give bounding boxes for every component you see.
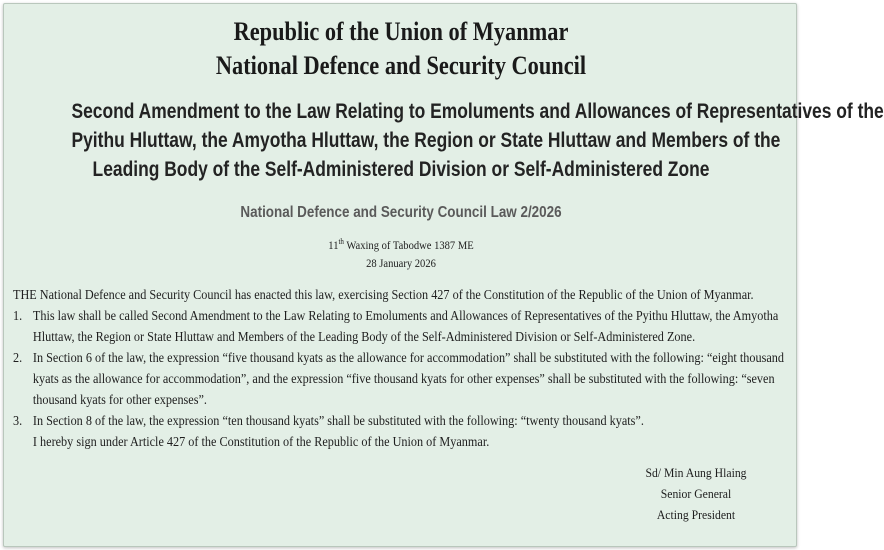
law-title <box>71 97 884 184</box>
item-number: 1. <box>13 308 23 323</box>
law-body <box>13 284 793 452</box>
law-title-line: Second Amendment to the Law Relating to Emoluments and Allowances of Representatives of the <box>71 100 884 123</box>
item-number: 2. <box>13 350 23 365</box>
item-text: In Section 6 of the law, the expression “five thousand kyats as the allowance for accommodation” shall be substituted with the following: “eight thousand kyats as the allowance for accommodation”, and the expression “five thousand kyats for other expenses” shall be substituted with the following: “seven thousand kyats for other expenses”. <box>32 350 784 407</box>
myanmar-date-rest: Waxing of Tabodwe 1387 ME <box>343 238 474 252</box>
list-item <box>13 347 793 410</box>
header-council: National Defence and Security Council <box>215 51 587 80</box>
list-item <box>13 410 793 431</box>
header-country: Republic of the Union of Myanmar <box>233 17 569 46</box>
law-title-line: Leading Body of the Self-Administered Division or Self-Administered Zone <box>92 158 710 181</box>
signature-block <box>596 462 796 525</box>
list-item <box>13 305 793 347</box>
myanmar-date <box>52 237 751 253</box>
signatory-rank: Senior General <box>660 486 732 501</box>
law-title-line: Pyithu Hluttaw, the Amyotha Hluttaw, the Region or State Hluttaw and Members of the <box>71 129 781 152</box>
gregorian-date: 28 January 2026 <box>366 256 436 270</box>
myanmar-date-suffix: th <box>338 237 344 246</box>
signatory-name: Sd/ Min Aung Hlaing <box>645 465 747 480</box>
item-text: In Section 8 of the law, the expression “ten thousand kyats” shall be substituted with the following: “twenty thousand kyats”. <box>32 413 644 428</box>
item-text: This law shall be called Second Amendment to the Law Relating to Emoluments and Allowances of Representatives of the Pyithu Hluttaw, the Amyotha Hluttaw, the Region or State Hluttaw and Members of the Leading Body of the Self-Administered Division or Self-Administered Zone. <box>32 308 779 344</box>
myanmar-date-day: 11 <box>328 238 339 252</box>
sign-statement: I hereby sign under Article 427 of the Constitution of the Republic of the Union of Myanmar. <box>32 434 490 449</box>
law-number: National Defence and Security Council Law 2/2026 <box>240 204 562 221</box>
item-number: 3. <box>13 413 23 428</box>
document-panel <box>3 3 884 547</box>
preamble: THE National Defence and Security Council has enacted this law, exercising Section 427 of the Constitution of the Republic of the Union of Myanmar. <box>13 287 754 302</box>
signatory-position: Acting President <box>656 507 736 522</box>
